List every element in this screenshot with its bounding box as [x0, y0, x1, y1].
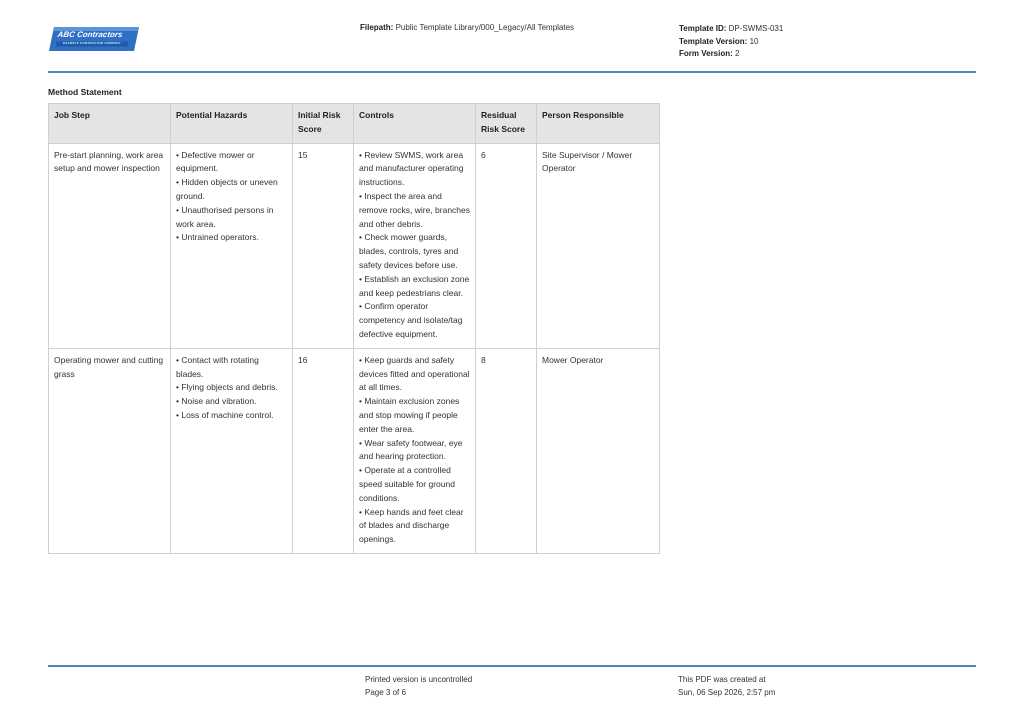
- initial-risk-cell: 16: [293, 348, 354, 553]
- form-version-label: Form Version:: [679, 49, 733, 58]
- control-item: • Operate at a controlled speed suitable for ground conditions.: [359, 465, 455, 503]
- initial-risk-cell: 15: [293, 143, 354, 348]
- filepath: [360, 23, 574, 32]
- section-title: Method Statement: [48, 87, 122, 97]
- column-header-residual-risk: Residual Risk Score: [476, 104, 537, 144]
- hazard-item: • Unauthorised persons in work area.: [176, 204, 274, 229]
- footer-divider: [48, 665, 976, 667]
- column-header-job-step: Job Step: [49, 104, 171, 144]
- footer-page-info: [365, 674, 472, 699]
- column-header-hazards: Potential Hazards: [171, 104, 293, 144]
- form-version-value: 2: [735, 49, 740, 58]
- template-version-label: Template Version:: [679, 36, 748, 46]
- form-version: [679, 48, 783, 61]
- created-label: This PDF was created at: [678, 675, 766, 684]
- control-item: • Maintain exclusion zones and stop mowing if people enter the area.: [359, 396, 460, 434]
- controls-cell: [354, 143, 476, 348]
- hazard-item: • Loss of machine control.: [176, 409, 274, 420]
- created-timestamp: Sun, 06 Sep 2026, 2:57 pm: [678, 687, 776, 697]
- template-id: [679, 23, 783, 36]
- template-meta: [679, 23, 783, 61]
- template-version-value: 10: [749, 36, 759, 46]
- hazard-item: • Flying objects and debris.: [176, 382, 278, 393]
- header-divider: [48, 71, 976, 73]
- hazard-item: • Contact with rotating blades.: [176, 354, 259, 379]
- filepath-label: Filepath:: [360, 23, 394, 32]
- uncontrolled-notice: Printed version is uncontrolled: [365, 675, 473, 684]
- template-version: [679, 36, 783, 49]
- filepath-value: Public Template Library/000_Legacy/All Templates: [395, 23, 575, 32]
- logo-tagline: EXAMPLE CONTRACTOR COMPANY: [63, 41, 121, 45]
- table-row: [49, 348, 660, 553]
- control-item: • Review SWMS, work area and manufacturer operating instructions.: [359, 149, 464, 188]
- column-header-person: Person Responsible: [537, 104, 660, 144]
- column-header-controls: Controls: [354, 104, 476, 144]
- job-step-cell: Operating mower and cutting grass: [49, 348, 171, 553]
- control-item: • Inspect the area and remove rocks, wire, branches and other debris.: [359, 190, 471, 229]
- template-id-label: Template ID:: [679, 24, 727, 33]
- control-item: • Keep guards and safety devices fitted and operational at all times.: [359, 354, 470, 393]
- control-item: • Check mower guards, blades, controls, tyres and safety devices before use.: [359, 232, 459, 270]
- hazard-item: • Noise and vibration.: [176, 396, 257, 407]
- hazard-item: • Untrained operators.: [176, 232, 259, 243]
- table-header-row: [49, 104, 660, 144]
- residual-risk-cell: 8: [476, 348, 537, 553]
- template-id-value: DP-SWMS-031: [728, 24, 784, 33]
- person-cell: Site Supervisor / Mower Operator: [537, 143, 660, 348]
- hazard-item: • Defective mower or equipment.: [176, 149, 255, 174]
- control-item: • Confirm operator competency and isolate/tag defective equipment.: [359, 301, 463, 339]
- control-item: • Establish an exclusion zone and keep pedestrians clear.: [359, 273, 470, 298]
- column-header-initial-risk: Initial Risk Score: [293, 104, 354, 144]
- residual-risk-cell: 6: [476, 143, 537, 348]
- controls-cell: [354, 348, 476, 553]
- hazards-cell: [171, 348, 293, 553]
- page-number: Page 3 of 6: [365, 687, 406, 697]
- hazards-cell: [171, 143, 293, 348]
- logo-name: ABC Contractors: [56, 30, 124, 39]
- control-item: • Wear safety footwear, eye and hearing protection.: [359, 437, 463, 462]
- table-row: [49, 143, 660, 348]
- method-statement-table: [48, 103, 660, 554]
- page-header: [0, 0, 1024, 72]
- job-step-cell: Pre-start planning, work area setup and mower inspection: [49, 143, 171, 348]
- hazard-item: • Hidden objects or uneven ground.: [176, 177, 278, 201]
- control-item: • Keep hands and feet clear of blades and discharge openings.: [359, 506, 464, 545]
- footer-created-info: [678, 674, 775, 699]
- person-cell: Mower Operator: [537, 348, 660, 553]
- company-logo: [48, 26, 140, 52]
